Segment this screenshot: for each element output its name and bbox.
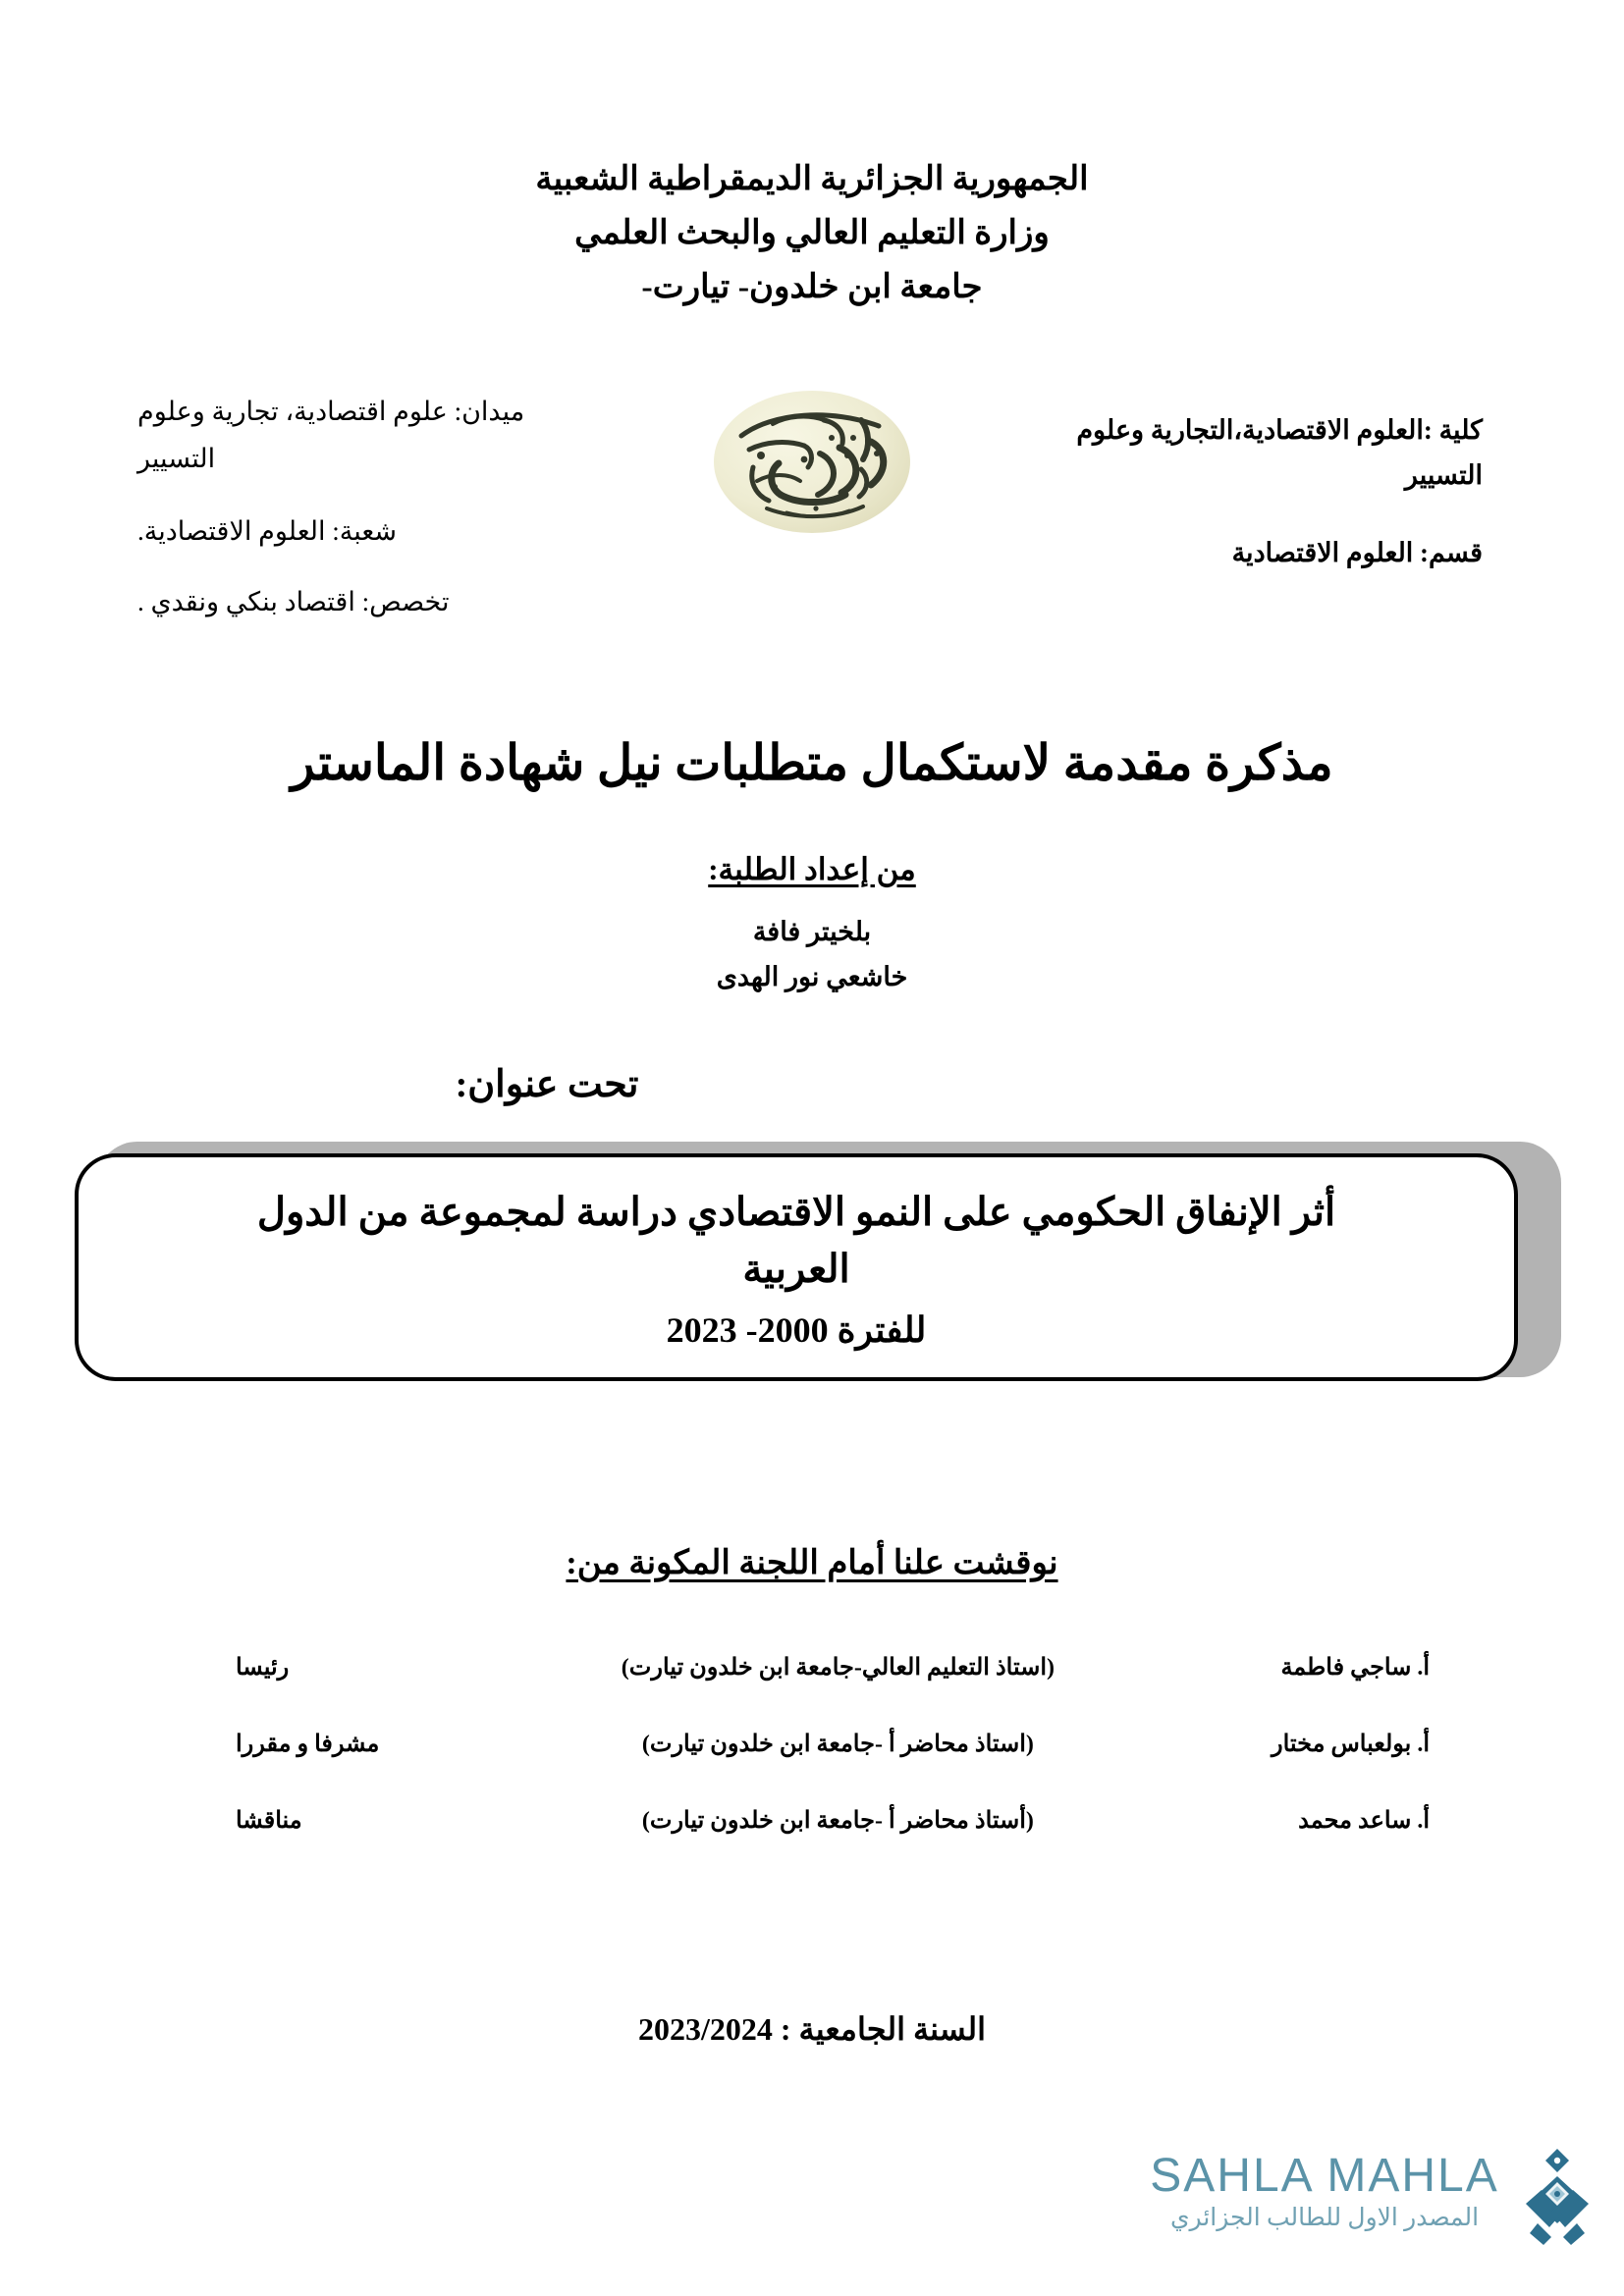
jury-table [206, 1634, 1434, 1864]
under-title-label-wrapper [0, 1062, 1624, 1106]
jury-member-role: مناقشا [236, 1808, 302, 1834]
jury-heading: نوقشت علنا أمام اللجنة المكونة من: [566, 1545, 1058, 1581]
table-row [206, 1788, 1434, 1864]
page-title: مذكرة مقدمة لاستكمال متطلبات نيل شهادة الماستر [291, 735, 1333, 790]
jury-member-affiliation: (أستاذ محاضر أ -جامعة ابن خلدون تيارت) [641, 1808, 1034, 1834]
thesis-title-box [75, 1153, 1518, 1381]
jury-member-name: أ. ساجي فاطمة [1280, 1655, 1430, 1681]
watermark-tagline: المصدر الاول للطالب الجزائري [1169, 2204, 1480, 2231]
watermark-text [1137, 2150, 1512, 2232]
jury-member-name: أ. ساعد محمد [1298, 1808, 1430, 1834]
jury-member-role: رئيسا [236, 1655, 290, 1681]
academic-year: السنة الجامعية : 2023/2024 [638, 2011, 986, 2047]
table-row [206, 1711, 1434, 1788]
table-row [206, 1634, 1434, 1711]
field-label-line2: التسيير [137, 444, 216, 474]
faculty-info-block [1021, 407, 1483, 575]
field-info-block [137, 388, 589, 625]
jury-member-affiliation: (استاذ محاضر أ -جامعة ابن خلدون تيارت) [641, 1732, 1034, 1757]
faculty-label-line2: التسيير [1404, 460, 1483, 491]
speciality-label: تخصص: اقتصاد بنكي ونقدي . [137, 587, 450, 617]
jury-member-name: أ. بولعباس مختار [1272, 1732, 1430, 1757]
jury-member-role: مشرفا و مقررا [236, 1732, 380, 1757]
jury-member-affiliation: (استاذ التعليم العالي-جامعة ابن خلدون تيارت) [621, 1655, 1055, 1681]
university-seal-oval [714, 391, 910, 533]
student-name: خاشعي نور الهدى [716, 962, 908, 992]
thesis-title-box-wrapper [75, 1142, 1547, 1382]
thesis-title-line-1: أثر الإنفاق الحكومي على النمو الاقتصادي دراسة لمجموعة من الدول [256, 1190, 1336, 1234]
university-seal [714, 391, 910, 533]
watermark-emblem-icon [1508, 2147, 1606, 2257]
thesis-title-period: للفترة 2000- 2023 [666, 1310, 927, 1350]
field-label-line1: ميدان: علوم اقتصادية، تجارية وعلوم [137, 397, 525, 426]
document-header [0, 152, 1624, 314]
under-title-label: تحت عنوان: [455, 1064, 639, 1105]
department-label: قسم: العلوم الاقتصادية [1231, 537, 1483, 567]
branch-label: شعبة: العلوم الاقتصادية. [137, 516, 397, 547]
header-line-republic: الجمهورية الجزائرية الديمقراطية الشعبية [535, 161, 1089, 197]
students-block [0, 852, 1624, 1000]
seal-calligraphy-icon [714, 391, 910, 533]
student-name: بلخيتر فافة [752, 917, 872, 946]
faculty-label-line1: كلية :العلوم الاقتصادية،التجارية وعلوم [1076, 415, 1483, 445]
header-line-university: جامعة ابن خلدون- تيارت- [641, 269, 983, 306]
header-line-ministry: وزارة التعليم العالي والبحث العلمي [574, 215, 1050, 252]
watermark-brand: SAHLA MAHLA [1150, 2150, 1499, 2202]
students-heading: من إعداد الطلبة: [708, 852, 916, 886]
sahla-mahla-watermark [1137, 2147, 1608, 2265]
thesis-title-line-2: العربية [742, 1247, 850, 1291]
